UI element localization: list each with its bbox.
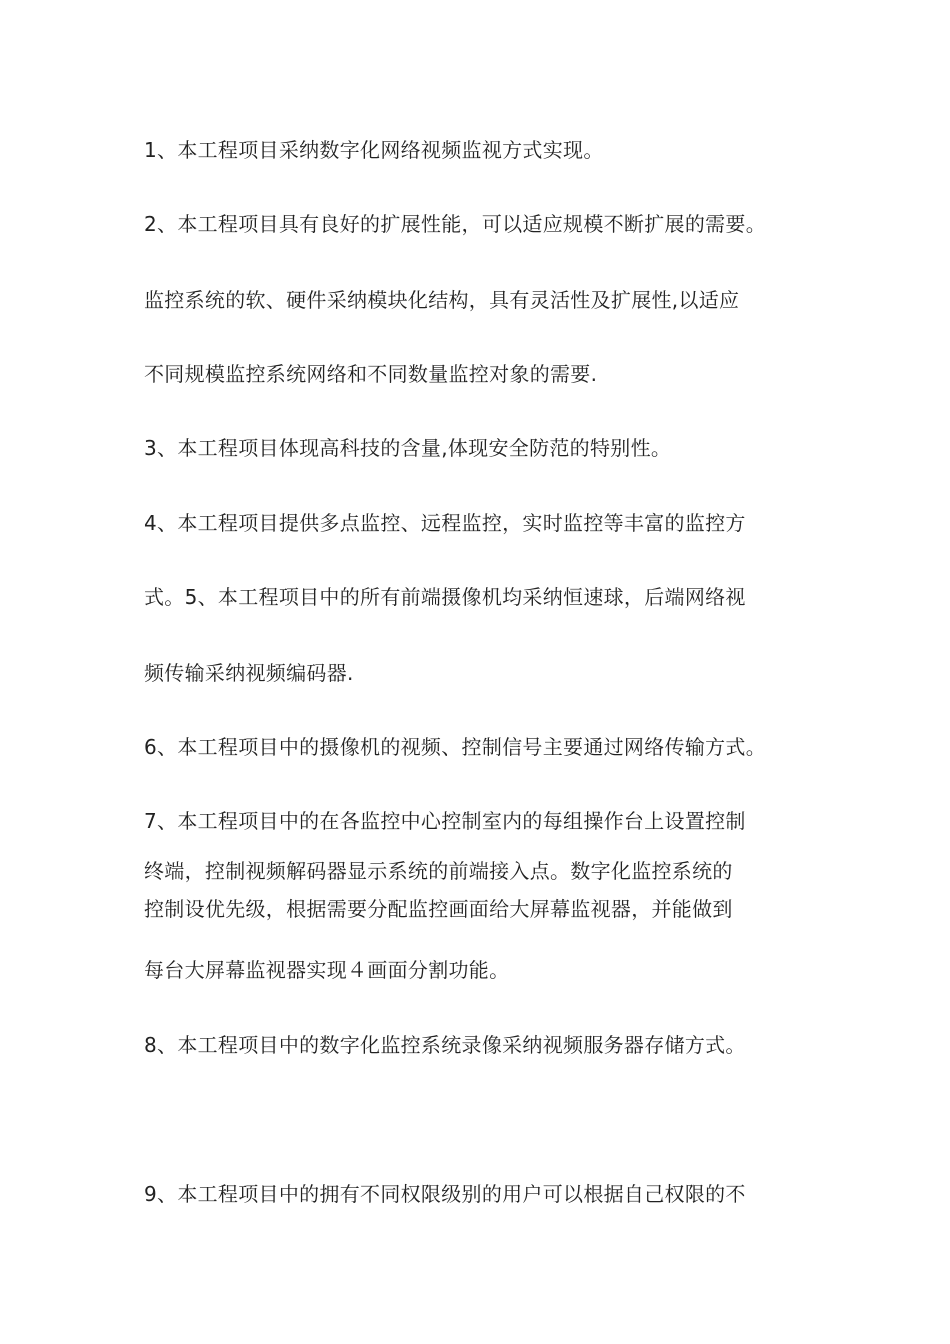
text-line-10: 7、本工程项目中的在各监控中心控制室内的每组操作台上设置控制 — [144, 809, 746, 833]
text-line-6: 4、本工程项目提供多点监控、远程监控，实时监控等丰富的监控方 — [144, 511, 746, 535]
text-line-1: 1、本工程项目采纳数字化网络视频监视方式实现。 — [144, 138, 604, 162]
text-line-4: 不同规模监控系统网络和不同数量监控对象的需要. — [144, 362, 598, 386]
text-line-14: 8、本工程项目中的数字化监控系统录像采纳视频服务器存储方式。 — [144, 1033, 746, 1057]
text-line-5: 3、本工程项目体现高科技的含量,体现安全防范的特别性。 — [144, 436, 672, 460]
text-line-2: 2、本工程项目具有良好的扩展性能，可以适应规模不断扩展的需要。 — [144, 212, 767, 236]
text-line-7: 式。5、本工程项目中的所有前端摄像机均采纳恒速球，后端网络视 — [144, 585, 746, 609]
text-line-9: 6、本工程项目中的摄像机的视频、控制信号主要通过网络传输方式。 — [144, 735, 767, 759]
text-line-8: 频传输采纳视频编码器. — [144, 661, 354, 685]
text-line-12: 控制设优先级，根据需要分配监控画面给大屏幕监视器，并能做到 — [144, 897, 733, 921]
text-line-15: 9、本工程项目中的拥有不同权限级别的用户可以根据自己权限的不 — [144, 1182, 746, 1206]
text-line-3: 监控系统的软、硬件采纳模块化结构，具有灵活性及扩展性,以适应 — [144, 288, 740, 312]
text-line-11: 终端，控制视频解码器显示系统的前端接入点。数字化监控系统的 — [144, 859, 733, 883]
text-line-13: 每台大屏幕监视器实现４画面分割功能。 — [144, 958, 510, 982]
